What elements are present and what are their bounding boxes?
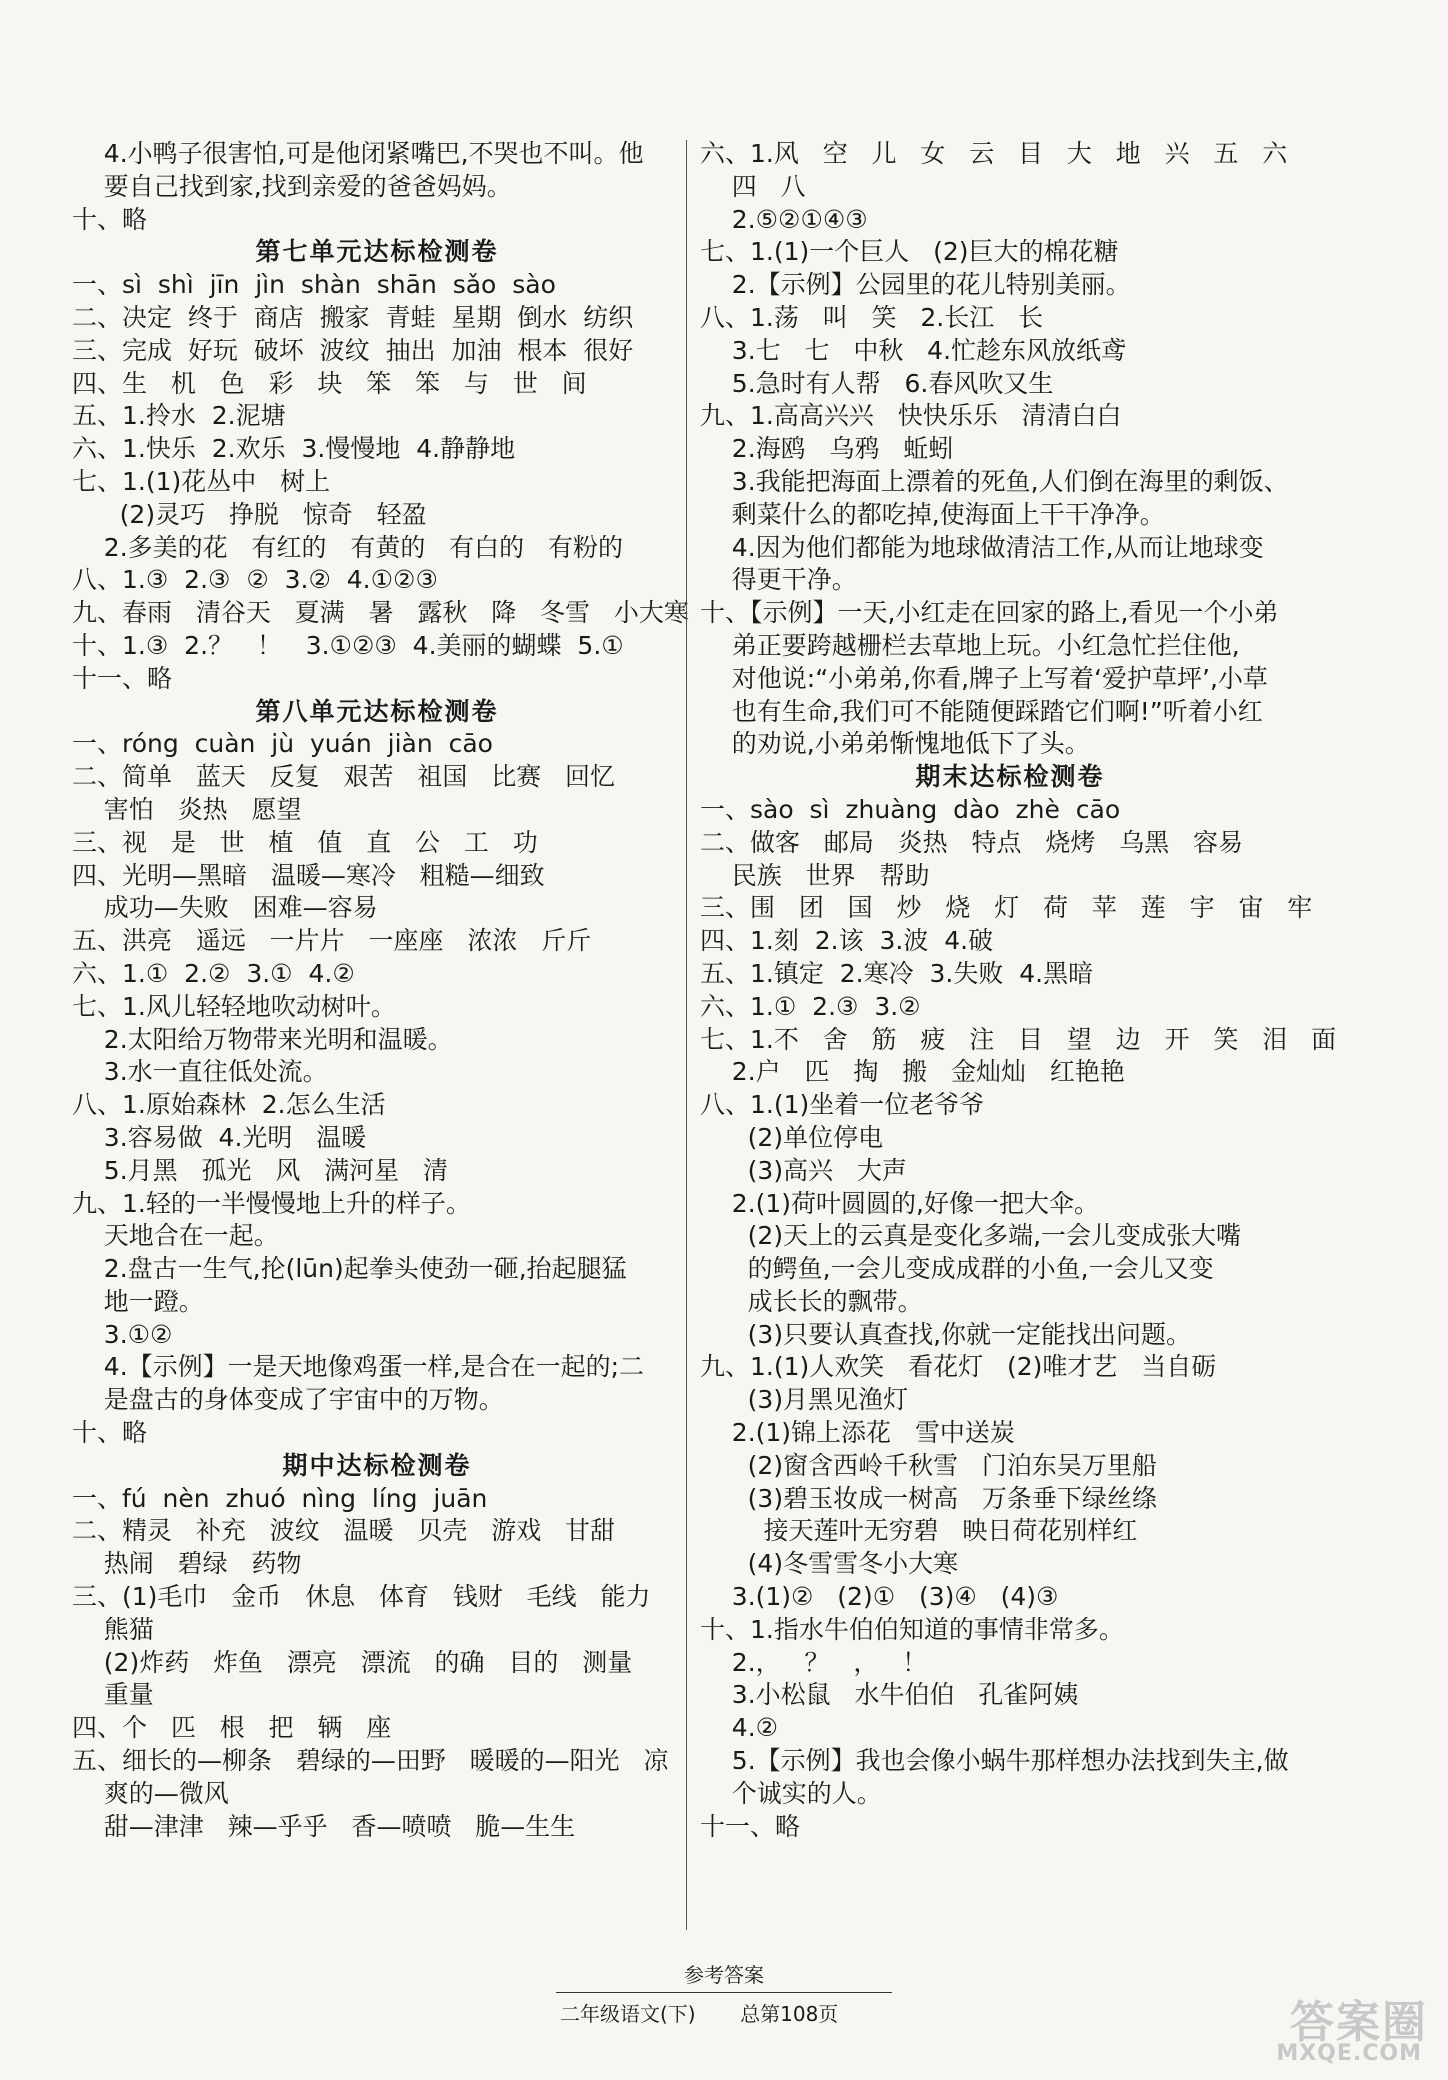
answer-line: 3.我能把海面上漂着的死鱼,人们倒在海里的剩饭、 bbox=[700, 466, 1289, 496]
answer-line: 弟正要跨越栅栏去草地上玩。小红急忙拦住他, bbox=[700, 630, 1240, 660]
answer-line: (2)窗含西岭千秋雪 门泊东吴万里船 bbox=[700, 1450, 1157, 1480]
section-heading: 期中达标检测卷 bbox=[282, 1450, 472, 1480]
answer-line: 一、róng cuàn jù yuán jiàn cāo bbox=[72, 729, 493, 759]
answer-line: 六、1.风 空 儿 女 云 目 大 地 兴 五 六 bbox=[700, 139, 1288, 168]
answer-line: 民族 世界 帮助 bbox=[700, 860, 930, 890]
answer-line: (3)月黑见渔灯 bbox=[700, 1385, 909, 1415]
answer-line: 五、洪亮 遥远 一片片 一座座 浓浓 斤斤 bbox=[72, 926, 592, 956]
answer-line: 2.(1)荷叶圆圆的,好像一把大伞。 bbox=[700, 1188, 1100, 1218]
answer-line: 五、1.拎水 2.泥塘 bbox=[72, 401, 286, 431]
answer-line: 成长长的飘带。 bbox=[700, 1286, 923, 1316]
answer-line: 剩菜什么的都吃掉,使海面上干干净净。 bbox=[700, 499, 1165, 529]
answer-line: 三、视 是 世 植 值 直 公 工 功 bbox=[72, 827, 538, 857]
answer-line: (3)高兴 大声 bbox=[700, 1155, 907, 1185]
answer-line: 也有生命,我们可不能随便踩踏它们啊!”听着小红 bbox=[700, 696, 1263, 726]
answer-line: 3.①② bbox=[72, 1319, 173, 1349]
answer-line: 2.⑤②①④③ bbox=[700, 204, 868, 234]
answer-line: 三、围 团 国 炒 烧 灯 荷 苹 莲 宇 宙 牢 bbox=[700, 893, 1313, 923]
answer-line: 十、1.③ 2.？ ！ 3.①②③ 4.美丽的蝴蝶 5.① bbox=[72, 630, 624, 660]
answer-line: 二、精灵 补充 波纹 温暖 贝壳 游戏 甘甜 bbox=[72, 1516, 616, 1546]
answer-line: 得更干净。 bbox=[700, 565, 857, 595]
answer-line: 地一蹬。 bbox=[72, 1286, 204, 1316]
answer-line: 一、fú nèn zhuó nìng líng juān bbox=[72, 1483, 488, 1513]
answer-line: 3.小松鼠 水牛伯伯 孔雀阿姨 bbox=[700, 1680, 1079, 1710]
answer-line: 四、生 机 色 彩 块 笨 笨 与 世 间 bbox=[72, 368, 587, 398]
answer-line: 天地合在一起。 bbox=[72, 1221, 279, 1251]
answer-line: 2.太阳给万物带来光明和温暖。 bbox=[72, 1024, 453, 1054]
answer-line: 九、1.高高兴兴 快快乐乐 清清白白 bbox=[700, 401, 1122, 431]
right-column bbox=[700, 138, 1337, 1843]
answer-line: 六、1.① 2.② 3.① 4.② bbox=[72, 958, 355, 988]
answer-line: 九、春雨 清谷天 夏满 暑 露秋 降 冬雪 小大寒 bbox=[72, 598, 689, 628]
answer-line: 五、1.镇定 2.寒冷 3.失败 4.黑暗 bbox=[700, 958, 1094, 988]
answer-line: 三、(1)毛巾 金币 休息 体育 钱财 毛线 能力 bbox=[72, 1582, 651, 1612]
answer-line: 八、1.荡 叫 笑 2.长江 长 bbox=[700, 302, 1044, 332]
answer-line: 九、1.(1)人欢笑 看花灯 (2)唯才艺 当自砺 bbox=[700, 1352, 1217, 1382]
answer-line: 十、略 bbox=[72, 1418, 148, 1448]
answer-line: 甜—津津 辣—乎乎 香—喷喷 脆—生生 bbox=[72, 1811, 576, 1841]
answer-line: 七、1.(1)一个巨人 (2)巨大的棉花糖 bbox=[700, 237, 1119, 267]
answer-line: 成功—失败 困难—容易 bbox=[72, 893, 378, 923]
answer-line: 六、1.快乐 2.欢乐 3.慢慢地 4.静静地 bbox=[72, 434, 516, 464]
answer-line: 十一、略 bbox=[700, 1811, 801, 1841]
footer-rule bbox=[556, 1992, 892, 1993]
answer-line: 一、sào sì zhuàng dào zhè cāo bbox=[700, 794, 1121, 824]
answer-line: 热闹 碧绿 药物 bbox=[72, 1549, 302, 1579]
section-heading: 第八单元达标检测卷 bbox=[255, 696, 499, 726]
footer-subject: 二年级语文(下) bbox=[560, 2002, 696, 2026]
answer-line: 二、简单 蓝天 反复 艰苦 祖国 比赛 回忆 bbox=[72, 762, 616, 792]
answer-line: 对他说:“小弟弟,你看,牌子上写着‘爱护草坪’,小草 bbox=[700, 663, 1268, 693]
answer-line: 八、1.(1)坐着一位老爷爷 bbox=[700, 1090, 985, 1120]
answer-line: 5.急时有人帮 6.春风吹又生 bbox=[700, 368, 1054, 398]
watermark-logo bbox=[1248, 1986, 1428, 2066]
answer-line: 2.多美的花 有红的 有黄的 有白的 有粉的 bbox=[72, 532, 624, 562]
answer-line: 接天莲叶无穷碧 映日荷花别样红 bbox=[700, 1516, 1138, 1546]
column-divider bbox=[686, 140, 687, 1930]
answer-line: 的鳄鱼,一会儿变成成群的小鱼,一会儿又变 bbox=[700, 1254, 1214, 1284]
answer-line: 十一、略 bbox=[72, 663, 173, 693]
answer-line: 九、1.轻的一半慢慢地上升的样子。 bbox=[72, 1188, 471, 1218]
answer-line: 2.(1)锦上添花 雪中送炭 bbox=[700, 1418, 1015, 1448]
answer-line: 3.水一直往低处流。 bbox=[72, 1057, 328, 1087]
left-column bbox=[72, 138, 689, 1843]
answer-line: 的劝说,小弟弟惭愧地低下了头。 bbox=[700, 729, 1090, 759]
answer-line: 2.【示例】公园里的花儿特别美丽。 bbox=[700, 270, 1131, 300]
footer-title: 参考答案 bbox=[684, 1963, 764, 1987]
answer-line: 四 八 bbox=[700, 171, 806, 201]
answer-line: 个诚实的人。 bbox=[700, 1778, 882, 1808]
answer-line: 3.(1)② (2)① (3)④ (4)③ bbox=[700, 1582, 1059, 1612]
section-heading: 第七单元达标检测卷 bbox=[255, 237, 499, 267]
answer-line: 七、1.不 舍 筋 疲 注 目 望 边 开 笑 泪 面 bbox=[700, 1024, 1337, 1054]
answer-line: 4.小鸭子很害怕,可是他闭紧嘴巴,不哭也不叫。他 bbox=[72, 139, 644, 168]
answer-line: 十、略 bbox=[72, 204, 148, 234]
answer-line: 5.月黑 孤光 风 满河星 清 bbox=[72, 1155, 449, 1185]
answer-line: 2.盘古一生气,抡(lūn)起拳头使劲一砸,抬起腿猛 bbox=[72, 1254, 627, 1284]
answer-line: 一、sì shì jīn jìn shàn shān sǎo sào bbox=[72, 270, 556, 300]
answer-line: 五、细长的—柳条 碧绿的—田野 暖暖的—阳光 凉 bbox=[72, 1746, 669, 1776]
answer-line: 十、【示例】一天,小红走在回家的路上,看见一个小弟 bbox=[700, 598, 1279, 628]
answer-line: 四、光明—黑暗 温暖—寒冷 粗糙—细致 bbox=[72, 860, 545, 890]
answer-line: (3)碧玉妆成一树高 万条垂下绿丝绦 bbox=[700, 1483, 1157, 1513]
answer-line: (4)冬雪雪冬小大寒 bbox=[700, 1549, 959, 1579]
answer-line: (2)炸药 炸鱼 漂亮 漂流 的确 目的 测量 bbox=[72, 1647, 633, 1677]
answer-line: 二、决定 终于 商店 搬家 青蛙 星期 倒水 纺织 bbox=[72, 302, 634, 332]
answer-line: 十、1.指水牛伯伯知道的事情非常多。 bbox=[700, 1614, 1124, 1644]
answer-line: 七、1.风儿轻轻地吹动树叶。 bbox=[72, 991, 396, 1021]
answer-line: 七、1.(1)花丛中 树上 bbox=[72, 466, 331, 496]
answer-line: 爽的—微风 bbox=[72, 1778, 229, 1808]
answer-line: (2)单位停电 bbox=[700, 1122, 884, 1152]
answer-line: 2.， ？ ， ！ bbox=[700, 1647, 928, 1677]
answer-line: 5.【示例】我也会像小蜗牛那样想办法找到失主,做 bbox=[700, 1746, 1289, 1776]
answer-line: 3.容易做 4.光明 温暖 bbox=[72, 1122, 367, 1152]
answer-line: 二、做客 邮局 炎热 特点 烧烤 乌黑 容易 bbox=[700, 827, 1244, 857]
answer-line: 4.因为他们都能为地球做清洁工作,从而让地球变 bbox=[700, 532, 1264, 562]
answer-line: 2.海鸥 乌鸦 蚯蚓 bbox=[700, 434, 954, 464]
footer-page-number: 总第108页 bbox=[740, 2002, 839, 2026]
answer-line: (2)天上的云真是变化多端,一会儿变成张大嘴 bbox=[700, 1221, 1242, 1251]
answer-line: 害怕 炎热 愿望 bbox=[72, 794, 302, 824]
answer-line: 是盘古的身体变成了宇宙中的万物。 bbox=[72, 1385, 504, 1415]
answer-line: (3)只要认真查找,你就一定能找出问题。 bbox=[700, 1319, 1192, 1349]
answer-line: 要自己找到家,找到亲爱的爸爸妈妈。 bbox=[72, 171, 512, 201]
answer-line: 四、个 匹 根 把 辆 座 bbox=[72, 1713, 392, 1743]
answer-line: 2.户 匹 掏 搬 金灿灿 红艳艳 bbox=[700, 1057, 1125, 1087]
answer-line: 三、完成 好玩 破坏 波纹 抽出 加油 根本 很好 bbox=[72, 335, 634, 365]
answer-line: 4.② bbox=[700, 1713, 779, 1743]
footer-info bbox=[560, 1998, 900, 2027]
answer-line: (2)灵巧 挣脱 惊奇 轻盈 bbox=[72, 499, 427, 529]
answer-line: 八、1.③ 2.③ ② 3.② 4.①②③ bbox=[72, 565, 438, 595]
watermark-bottom: MXQE.COM bbox=[1276, 2041, 1422, 2066]
section-heading: 期末达标检测卷 bbox=[915, 762, 1105, 792]
answer-line: 四、1.刻 2.该 3.波 4.破 bbox=[700, 926, 994, 956]
answer-line: 重量 bbox=[72, 1680, 154, 1710]
watermark-top: 答案圈 bbox=[1290, 1997, 1428, 2048]
answer-line: 八、1.原始森林 2.怎么生活 bbox=[72, 1090, 386, 1120]
answer-line: 4.【示例】一是天地像鸡蛋一样,是合在一起的;二 bbox=[72, 1352, 645, 1382]
answer-line: 3.七 七 中秋 4.忙趁东风放纸鸢 bbox=[700, 335, 1127, 365]
answer-line: 六、1.① 2.③ 3.② bbox=[700, 991, 921, 1021]
answer-line: 熊猫 bbox=[72, 1614, 154, 1644]
